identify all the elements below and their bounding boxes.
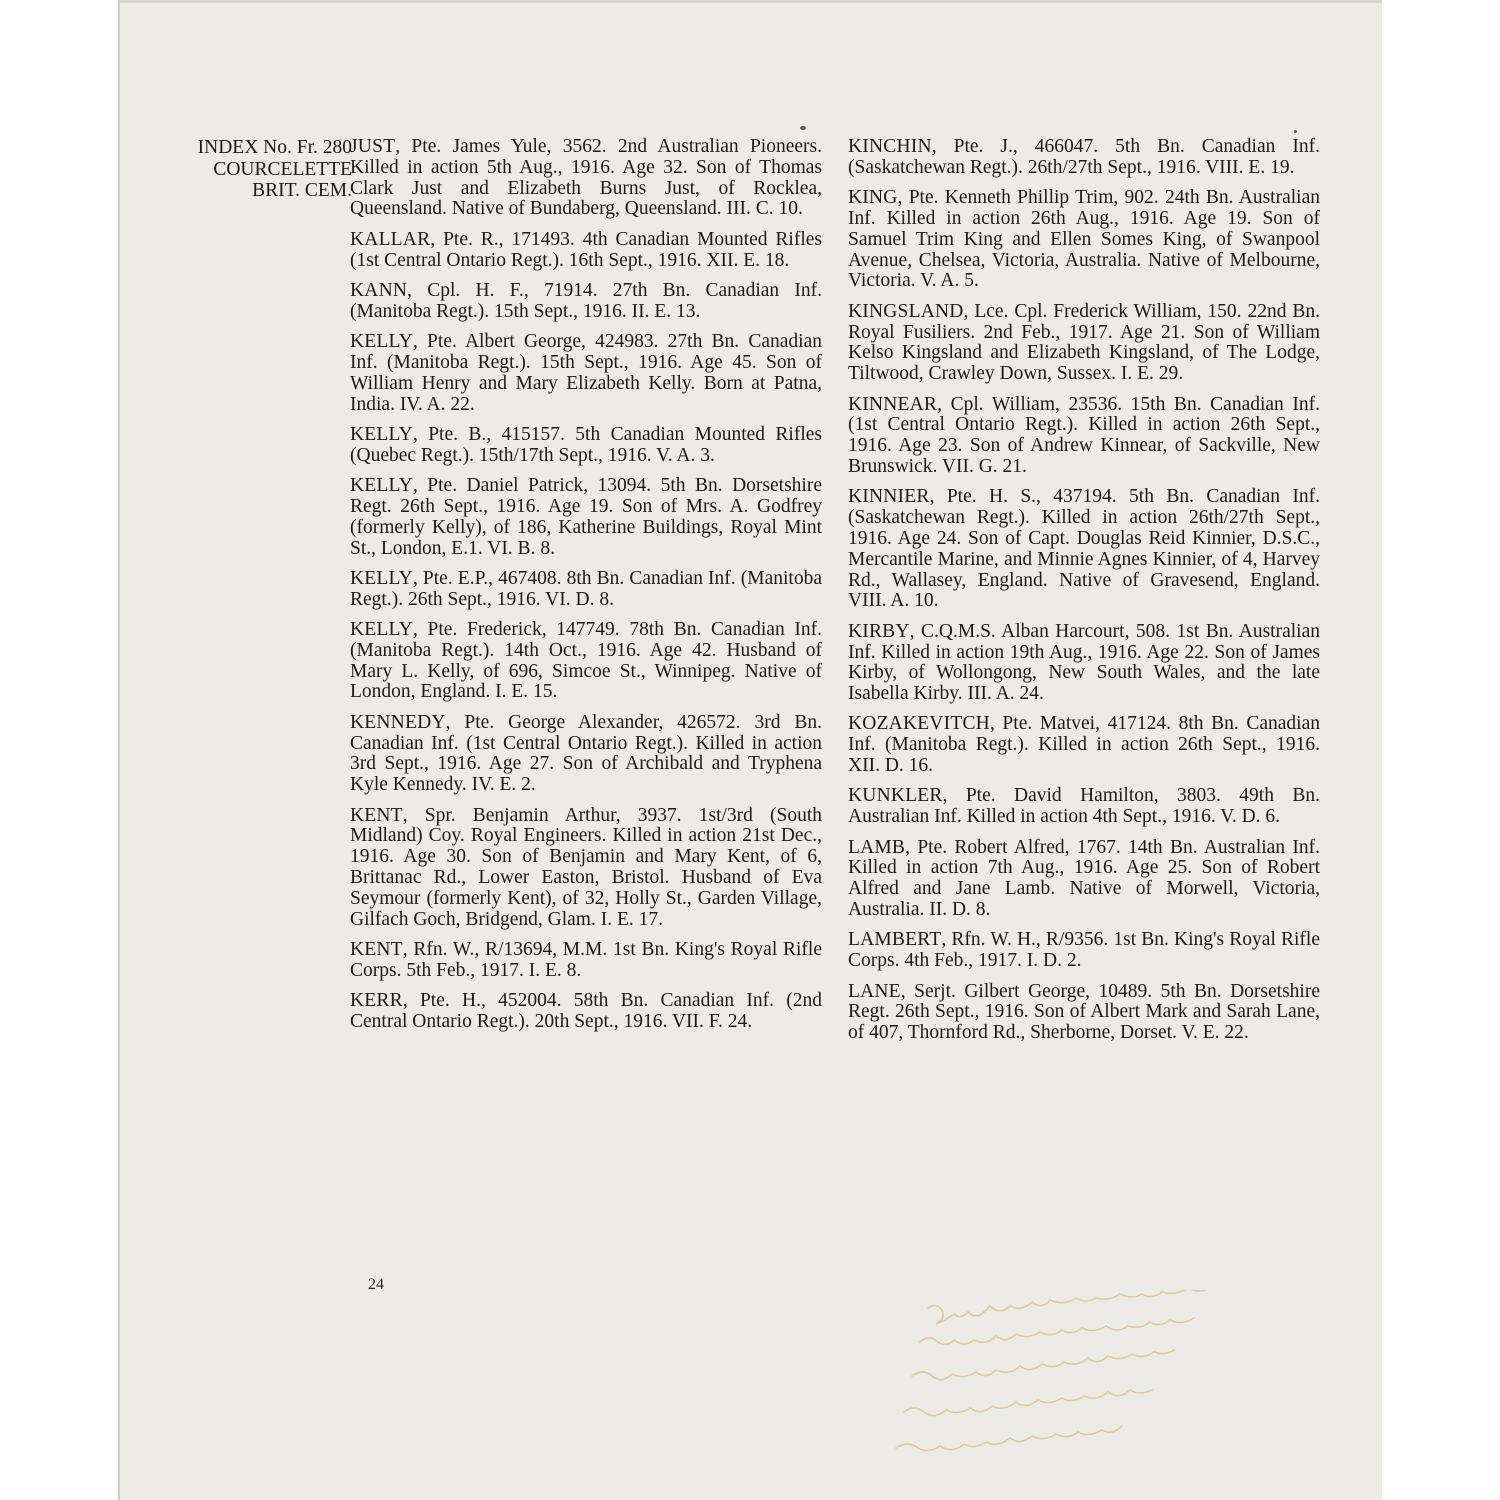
casualty-surname: KINNEAR <box>848 393 938 415</box>
casualty-details: , Pte. R., 171493. 4th Canadian Mounted Rifles (1st Central Ontario Regt.). 16th Sept., 1916. XII. E. 18. <box>350 228 822 271</box>
casualty-entry <box>350 620 822 703</box>
casualty-details: , Pte. Robert Alfred, 1767. 14th Bn. Australian Inf. Killed in action 7th Aug., 1916. Age 25. Son of Robert Alfred and Jane Lamb. Native of Morwell, Victoria, Australia. II. D. 8. <box>848 836 1320 921</box>
casualty-entry <box>848 395 1320 478</box>
page-number: 24 <box>368 1276 384 1293</box>
casualty-surname: KANN <box>350 279 408 301</box>
casualty-surname: KELLY <box>350 475 413 497</box>
page-edge-left <box>118 0 120 1500</box>
casualty-entry <box>848 838 1320 921</box>
casualty-entry <box>350 425 822 467</box>
casualty-entry <box>350 806 822 931</box>
casualty-entry <box>848 982 1320 1044</box>
casualty-entry <box>350 230 822 272</box>
casualty-entry <box>848 188 1320 292</box>
casualty-details: , Pte. Matvei, 417124. 8th Bn. Canadian Inf. (Manitoba Regt.). Killed in action 26th Sept., 1916. XII. D. 16. <box>848 713 1320 777</box>
casualty-entry <box>848 622 1320 705</box>
casualty-details: , Rfn. W., R/13694, M.M. 1st Bn. King's Royal Rifle Corps. 5th Feb., 1917. I. E. 8. <box>350 939 822 981</box>
casualty-surname: KALLAR <box>350 228 431 250</box>
ink-speck <box>1294 130 1297 133</box>
casualty-surname: KINGSLAND <box>848 300 964 322</box>
ink-speck <box>800 126 806 130</box>
casualty-details: , Pte. B., 415157. 5th Canadian Mounted Rifles (Quebec Regt.). 15th/17th Sept., 1916. V. A. 3. <box>350 423 822 466</box>
cemetery-type: BRIT. CEM. <box>252 180 352 201</box>
casualty-details: , Pte. Daniel Patrick, 13094. 5th Bn. Dorsetshire Regt. 26th Sept., 1916. Age 19. Son of Mrs. A. Godfrey (formerly Kelly), of 186, Katherine Buildings, Royal Mint St., London, E.1. VI. B. 8. <box>350 475 822 559</box>
casualty-details: , Pte. H., 452004. 58th Bn. Canadian Inf. (2nd Central Ontario Regt.). 20th Sept., 1916. VII. F. 24. <box>350 990 822 1033</box>
casualty-details: , Pte. Kenneth Phillip Trim, 902. 24th Bn. Australian Inf. Killed in action 26th Aug., 1916. Age 19. Son of Samuel Trim King and Ellen Somes King, of Swanpool Avenue, Chelsea, Victoria, Australia. Native of Melbourne, Victoria. V. A. 5. <box>848 187 1320 292</box>
casualty-details: , Pte. Frederick, 147749. 78th Bn. Canadian Inf. (Manitoba Regt.). 14th Oct., 1916. Age 42. Husband of Mary L. Kelly, of 696, Simcoe St., Winnipeg. Native of London, England. I. E. 15. <box>350 619 822 703</box>
casualty-surname: KENNEDY <box>350 711 446 733</box>
index-number: INDEX No. Fr. 280 <box>197 137 352 158</box>
casualty-surname: KOZAKEVITCH <box>848 713 990 735</box>
cemetery-name: COURCELETTE <box>213 158 352 180</box>
casualty-entry <box>848 302 1320 385</box>
casualty-entry <box>848 786 1320 828</box>
casualty-details: , Rfn. W. H., R/9356. 1st Bn. King's Royal Rifle Corps. 4th Feb., 1917. I. D. 2. <box>848 929 1320 972</box>
casualty-entry <box>350 281 822 323</box>
casualty-surname: KINNIER <box>848 486 930 508</box>
casualty-surname: LAMBERT <box>848 929 942 951</box>
casualty-entry <box>350 991 822 1033</box>
casualty-entry <box>350 476 822 559</box>
casualty-entry <box>848 137 1320 179</box>
left-column <box>350 137 822 1042</box>
casualty-details: , Cpl. William, 23536. 15th Bn. Canadian Inf. (1st Central Ontario Regt.). Killed in action 26th Sept., 1916. Age 23. Son of Andrew Kinnear, of Sackville, New Brunswick. VII. G. 21. <box>848 393 1320 477</box>
casualty-entry <box>350 137 822 220</box>
casualty-entry <box>350 569 822 611</box>
casualty-details: , Pte. E.P., 467408. 8th Bn. Canadian Inf. (Manitoba Regt.). 26th Sept., 1916. VI. D. 8. <box>350 567 822 610</box>
casualty-surname: KELLY <box>350 423 413 445</box>
casualty-entry <box>350 713 822 796</box>
casualty-surname: JUST <box>350 136 396 157</box>
casualty-surname: KELLY <box>350 619 413 641</box>
casualty-entry <box>848 930 1320 972</box>
casualty-details: , Serjt. Gilbert George, 10489. 5th Bn. Dorsetshire Regt. 26th Sept., 1916. Son of Albert Mark and Sarah Lane, of 407, Thornford Rd., Sherborne, Dorset. V. E. 22. <box>848 980 1320 1044</box>
casualty-surname: KENT <box>350 939 403 961</box>
casualty-entry <box>350 332 822 415</box>
casualty-details: , Spr. Benjamin Arthur, 3937. 1st/3rd (South Midland) Coy. Royal Engineers. Killed in action 21st Dec., 1916. Age 30. Son of Benjamin and Mary Kent, of 6, Brittanac Rd., Lower Easton, Bristol. Husband of Eva Seymour (formerly Kent), of 32, Holly St., Garden Village, Gilfach Goch, Bridgend, Glam. I. E. 17. <box>350 804 822 930</box>
casualty-details: , Pte. George Alexander, 426572. 3rd Bn. Canadian Inf. (1st Central Ontario Regt.). Killed in action 3rd Sept., 1916. Age 27. Son of Archibald and Tryphena Kyle Kennedy. IV. E. 2. <box>350 711 822 796</box>
casualty-details: , Pte. J., 466047. 5th Bn. Canadian Inf. (Saskatchewan Regt.). 26th/27th Sept., 1916. VIII. E. 19. <box>848 136 1320 178</box>
casualty-surname: KING <box>848 187 898 209</box>
right-column <box>848 137 1320 1054</box>
casualty-details: , Pte. H. S., 437194. 5th Bn. Canadian Inf. (Saskatchewan Regt.). Killed in action 26th/27th Sept., 1916. Age 24. Son of Capt. Douglas Reid Kinnier, D.S.C., Mercantile Marine, and Minnie Agnes Kinnier, of 4, Harvey Rd., Wallasey, England. Native of Gravesend, England. VIII. A. 10. <box>848 486 1320 612</box>
document-page <box>118 0 1382 1500</box>
casualty-details: , Pte. James Yule, 3562. 2nd Australian Pioneers. Killed in action 5th Aug., 1916. Age 32. Son of Thomas Clark Just and Elizabeth Burns Just, of Rocklea, Queensland. Native of Bundaberg, Queensland. III. C. 10. <box>350 136 822 220</box>
casualty-entry <box>848 714 1320 776</box>
casualty-surname: KELLY <box>350 331 413 353</box>
casualty-surname: KUNKLER <box>848 785 943 807</box>
casualty-surname: LAMB <box>848 836 906 858</box>
casualty-entry <box>848 487 1320 612</box>
casualty-surname: LANE <box>848 980 901 1002</box>
casualty-details: , Cpl. H. F., 71914. 27th Bn. Canadian Inf. (Manitoba Regt.). 15th Sept., 1916. II. E. 13. <box>350 279 822 322</box>
casualty-surname: KELLY <box>350 567 413 589</box>
casualty-details: , Pte. David Hamilton, 3803. 49th Bn. Australian Inf. Killed in action 4th Sept., 1916. V. D. 6. <box>848 785 1320 828</box>
handwritten-pencil-note <box>808 1290 1368 1480</box>
page-edge-top <box>118 0 1382 3</box>
casualty-details: , Lce. Cpl. Frederick William, 150. 22nd Bn. Royal Fusiliers. 2nd Feb., 1917. Age 21. Son of William Kelso Kingsland and Elizabeth Kingsland, of The Lodge, Tiltwood, Crawley Down, Sussex. I. E. 29. <box>848 300 1320 385</box>
casualty-surname: KINCHIN <box>848 136 932 157</box>
casualty-surname: KIRBY <box>848 620 910 642</box>
casualty-surname: KERR <box>350 990 403 1012</box>
casualty-details: , Pte. Albert George, 424983. 27th Bn. Canadian Inf. (Manitoba Regt.). 15th Sept., 1916. Age 45. Son of William Henry and Mary Elizabeth Kelly. Born at Patna, India. IV. A. 22. <box>350 331 822 415</box>
cemetery-index-label <box>140 137 352 202</box>
casualty-entry <box>350 940 822 982</box>
casualty-details: , C.Q.M.S. Alban Harcourt, 508. 1st Bn. Australian Inf. Killed in action 19th Aug., 1916. Age 22. Son of James Kirby, of Wollongong, New South Wales, and the late Isabella Kirby. III. A. 24. <box>848 620 1320 705</box>
casualty-surname: KENT <box>350 804 403 826</box>
